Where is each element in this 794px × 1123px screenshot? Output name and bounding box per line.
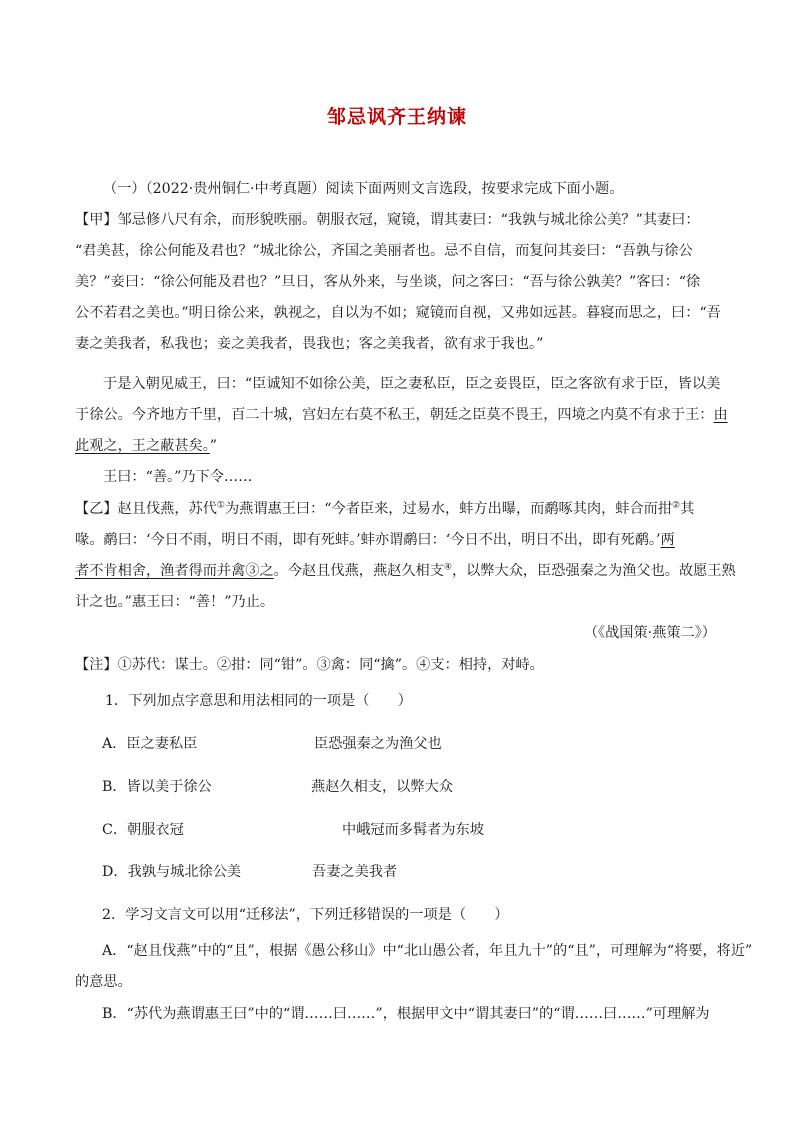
jia-line-9: 王曰：“善。”乃下令…… xyxy=(103,469,253,485)
yi-line-1-c: 其 xyxy=(680,501,695,517)
yi-line-4: 计之也。”惠王曰：“善！”乃止。 xyxy=(75,594,275,610)
notes: 【注】①苏代：谋士。②拑：同“钳”。③禽：同“擒”。④支：相持，对峙。 xyxy=(75,657,544,673)
jia-underlined-sentence: 此观之，王之蔽甚矣。 xyxy=(75,438,210,454)
yi-underlined-sentence: 者不肯相舍，渔者得而并禽③之 xyxy=(75,563,274,579)
yi-underlined-start: 两 xyxy=(660,532,675,548)
jia-line-8-quote: ” xyxy=(209,438,218,454)
yi-line-2 xyxy=(75,529,675,549)
q2-option-a-line-2: 的意思。 xyxy=(75,974,132,990)
yi-line-1-a: 【乙】赵且伐燕，苏代 xyxy=(75,501,217,517)
page-title: 邹忌讽齐王纳谏 xyxy=(326,106,467,128)
q2-option-b-line-1: B．“苏代为燕谓惠王曰”中的“谓……曰……”，根据甲文中“谓其妻曰”的“谓……曰……”可理解为 xyxy=(102,1006,710,1022)
note-marker-1: ① xyxy=(216,500,225,511)
yi-line-3-b: 。今赵且伐燕，燕赵久相支 xyxy=(273,563,444,579)
yi-line-2-a: 喙。鹬曰：‘今日不雨，明日不雨，即有死蚌。’蚌亦谓鹬曰：‘今日不出，明日不出，即有死鹬。’ xyxy=(75,532,661,548)
jia-line-7-text: 于徐公。今齐地方千里，百二十城，宫妇左右莫不私王，朝廷之臣莫不畏王，四境之内莫不有求于王： xyxy=(75,407,714,423)
note-marker-4: ④ xyxy=(443,562,452,573)
yi-line-1-b: 为燕谓惠王曰：“今者臣来，过易水，蚌方出曝，而鹬啄其肉，蚌合而拑 xyxy=(224,501,673,517)
yi-line-3-c: ，以弊大众，臣恐强秦之为渔父也。故愿王熟 xyxy=(451,563,736,579)
jia-underlined-start: 由 xyxy=(713,407,728,423)
jia-line-8 xyxy=(75,435,217,455)
jia-line-7 xyxy=(75,404,728,424)
q1-option-a-pair: 臣恐强秦之为渔父也 xyxy=(314,736,442,752)
q1-option-d-pair: 吾妻之美我者 xyxy=(312,864,398,880)
question-2-stem: 2．学习文言文可以用“迁移法”，下列迁移错误的一项是（ ） xyxy=(102,907,509,923)
jia-line-1: 【甲】邹忌修八尺有余，而形貌昳丽。朝服衣冠，窥镜，谓其妻曰：“我孰与城北徐公美？”其妻曰： xyxy=(75,212,700,228)
q1-option-c: C．朝服衣冠 xyxy=(102,822,184,838)
intro-text: （一）（2022·贵州铜仁·中考真题）阅读下面两则文言选段，按要求完成下面小题。 xyxy=(103,181,624,197)
q1-option-d: D．我孰与城北徐公美 xyxy=(102,864,242,880)
source-citation: （《战国策·燕策二》） xyxy=(583,625,716,641)
q1-option-c-pair: 中峨冠而多髯者为东坡 xyxy=(342,822,484,838)
jia-line-3: 美？”妾曰：“徐公何能及君也？”旦日，客从外来，与坐谈，问之客曰：“吾与徐公孰美？”客曰：“徐 xyxy=(75,274,701,290)
q1-option-a: A．臣之妻私臣 xyxy=(102,736,198,752)
jia-line-6: 于是入朝见威王，曰：“臣诚知不如徐公美，臣之妻私臣，臣之妾畏臣，臣之客欲有求于臣，皆以美 xyxy=(103,376,721,392)
question-1-stem: 1．下列加点字意思和用法相同的一项是（ ） xyxy=(105,693,412,709)
q1-option-b-pair: 燕赵久相支，以弊大众 xyxy=(311,779,453,795)
q1-option-b: B．皆以美于徐公 xyxy=(102,779,212,795)
jia-line-2: “君美甚，徐公何能及君也？”城北徐公，齐国之美丽者也。忌不自信，而复问其妾曰：“吾孰与徐公 xyxy=(75,243,693,259)
jia-line-5: 妻之美我者，私我也；妾之美我者，畏我也；客之美我者，欲有求于我也。” xyxy=(75,336,544,352)
q2-option-a-line-1: A．“赵且伐燕”中的“且”，根据《愚公移山》中“北山愚公者，年且九十”的“且”，可理解为“将要，将近” xyxy=(102,943,753,959)
yi-line-1 xyxy=(75,498,694,518)
yi-line-3 xyxy=(75,560,736,580)
jia-line-4: 公不若君之美也。”明日徐公来，孰视之，自以为不如；窥镜而自视，又弗如远甚。暮寝而思之，曰：“吾 xyxy=(75,305,721,321)
note-marker-2: ② xyxy=(672,500,681,511)
